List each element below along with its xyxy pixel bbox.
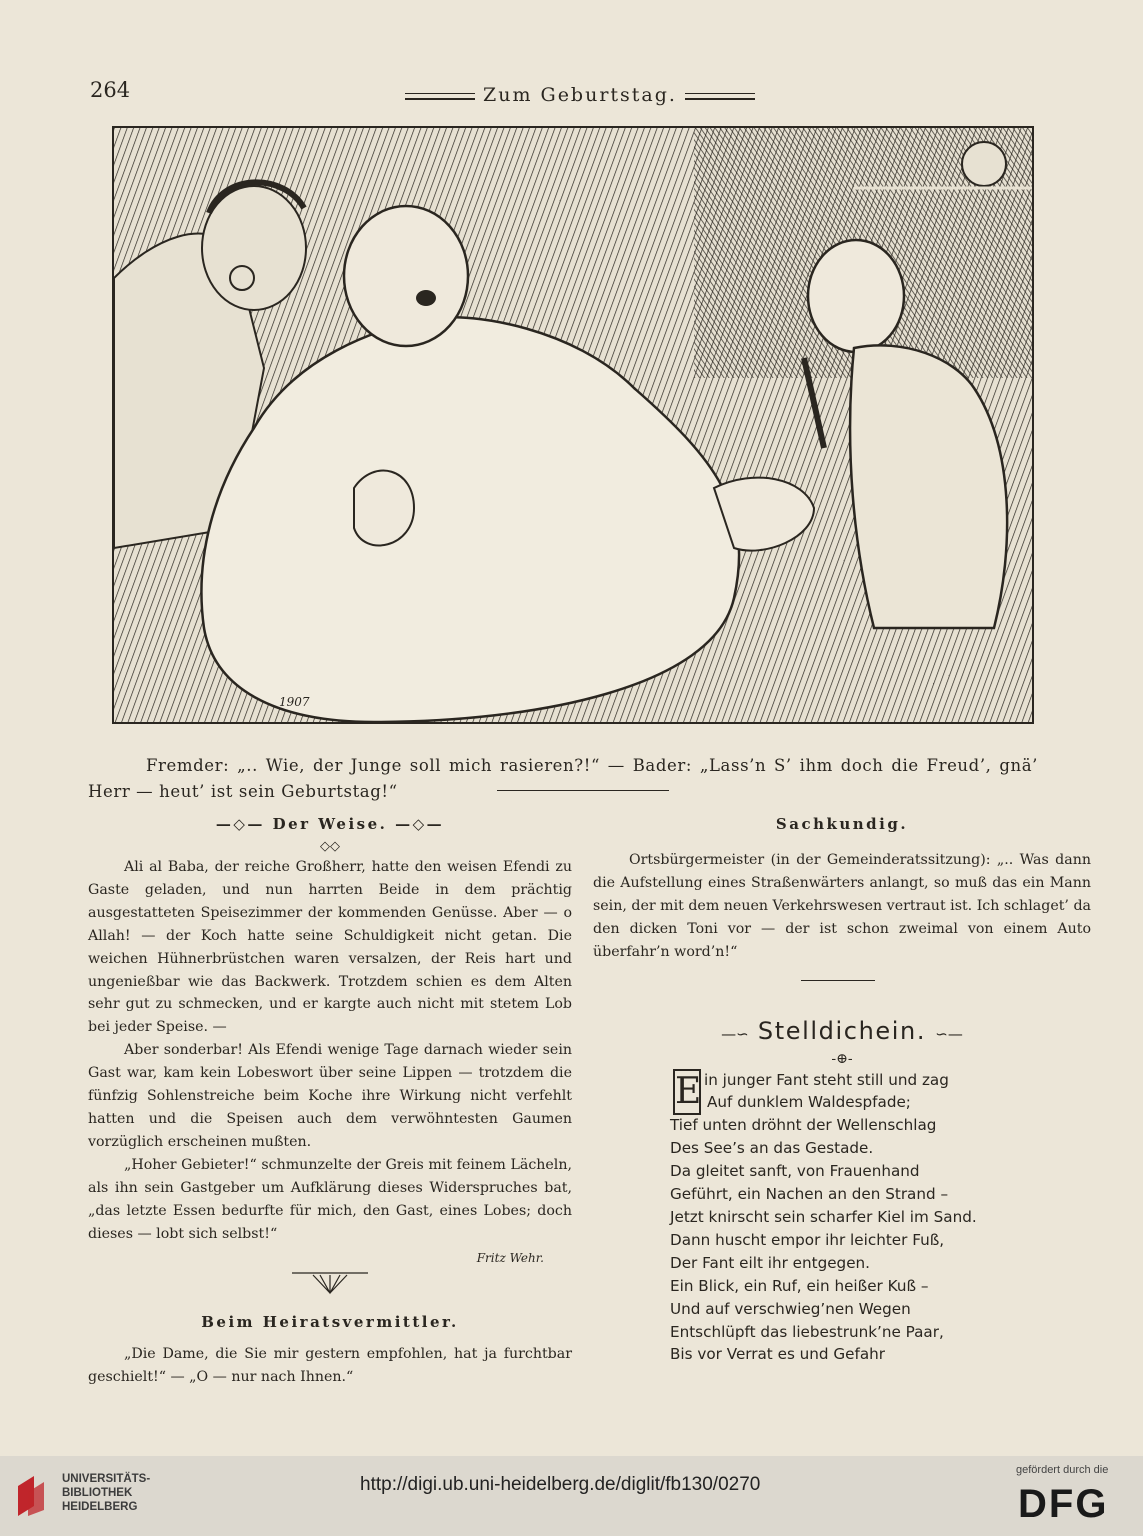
lamp-globe	[962, 142, 1006, 186]
poem-block	[593, 1069, 1091, 1367]
customer-left-hand	[354, 471, 414, 546]
poem-lines	[670, 1069, 1091, 1367]
library-line-2: BIBLIOTHEK	[62, 1487, 133, 1499]
poem-line: Und auf verschwieg’nen Wegen	[670, 1299, 911, 1318]
diamond-ornament-icon: ◇◇	[320, 839, 340, 854]
poem-line: Dann huscht empor ihr leichter Fuß,	[670, 1230, 945, 1249]
poem-line: Des See’s an das Gestade.	[670, 1139, 874, 1158]
poem-line: Jetzt knirscht sein scharfer Kiel im Sand.	[670, 1207, 977, 1226]
dfg-logo: DFG	[1018, 1482, 1109, 1526]
funder-label: gefördert durch die	[1016, 1464, 1109, 1476]
swash-right-icon: ∽—	[935, 1024, 963, 1043]
poem-line: Der Fant eilt ihr entgegen.	[670, 1253, 870, 1272]
barber-boy-head	[808, 240, 904, 352]
poem-line: in junger Fant steht still und zag	[704, 1070, 949, 1089]
page-number: 264	[90, 78, 131, 102]
poem-title-text: Stelldichein.	[757, 1016, 927, 1045]
library-name	[62, 1472, 150, 1514]
running-title	[395, 84, 765, 106]
old-man-head	[202, 186, 306, 310]
open-mouth	[416, 290, 436, 306]
library-line-1: UNIVERSITÄTS-	[62, 1473, 151, 1485]
title-weise-text: Der Weise.	[272, 815, 388, 833]
permalink-url[interactable]: http://digi.ub.uni-heidelberg.de/diglit/fb130/0270	[360, 1474, 761, 1495]
right-column	[593, 815, 1091, 1366]
poem-line: Geführt, ein Nachen an den Strand –	[670, 1185, 949, 1204]
poem-line: Tief unten dröhnt der Wellenschlag	[670, 1116, 937, 1135]
sachkundig-paragraph: Ortsbürgermeister (in der Gemeinderatssitzung): „.. Was dann die Aufstellung eines Straßenwärters anlangt, so muß das ein Mann sein, der mit dem neuen Verkehrswesen vertraut ist. Ich schlaget’ da den dicken Toni vor — der ist schon zweimal von einem Auto überfahr’n word’n!“	[593, 852, 1091, 960]
sunburst-ornament-icon	[88, 1269, 572, 1299]
title-rule-right	[685, 93, 755, 100]
swash-left-icon: —∽	[721, 1024, 749, 1043]
section-title-heiratsvermittler: Beim Heiratsvermittler.	[201, 1313, 459, 1332]
poem-title	[593, 1017, 1091, 1045]
artist-signature: 1907	[279, 695, 310, 709]
author-signature: Fritz Wehr.	[476, 1251, 544, 1266]
section-title-sachkundig: Sachkundig.	[775, 815, 909, 833]
barber-scene-icon	[114, 128, 1032, 722]
section-title-weise	[88, 815, 572, 833]
caption-rule	[497, 790, 669, 791]
engraving-illustration	[112, 126, 1034, 724]
drop-capital: E	[673, 1069, 701, 1115]
university-library-logo-icon	[14, 1472, 54, 1520]
poem-line: Bis vor Verrat es und Gefahr	[670, 1345, 886, 1364]
fat-customer-head	[344, 206, 468, 346]
left-column	[88, 815, 572, 1389]
viewer-footer	[0, 1456, 1143, 1536]
poem-line: Da gleitet sanft, von Frauenhand	[670, 1162, 920, 1181]
title-ornament-right: —◇—	[395, 815, 445, 833]
running-title-text: Zum Geburtstag.	[483, 84, 677, 106]
title-rule-left	[405, 93, 475, 100]
weise-paragraph-2: Aber sonderbar! Als Efendi wenige Tage darnach wieder sein Gast war, kam kein Lobeswort über seine Lippen — trotzdem die fünfzig Sohlenstreiche beim Koche ihre Wirkung nicht verfehlt hatten und die Speisen auch dem verwöhntesten Gaumen vorzüglich erscheinen mußten.	[88, 1042, 572, 1150]
library-line-3: HEIDELBERG	[62, 1501, 138, 1513]
cross-ornament-icon: -⊕-	[831, 1050, 853, 1067]
poem-line: Auf dunklem Waldespfade;	[707, 1093, 911, 1112]
poem-line: Ein Blick, ein Ruf, ein heißer Kuß –	[670, 1276, 929, 1295]
title-ornament-left: —◇—	[215, 815, 265, 833]
illustration-caption: Fremder: „.. Wie, der Junge soll mich rasieren?!“ — Bader: „Lass’n S’ ihm doch die Freud’, gnä’ Herr — heut’ ist sein Geburtstag!“	[88, 755, 1038, 801]
heiratsvermittler-paragraph: „Die Dame, die Sie mir gestern empfohlen, hat ja furchtbar geschielt!“ — „O — nur nach Ihnen.“	[88, 1346, 572, 1386]
weise-paragraph-1: Ali al Baba, der reiche Großherr, hatte den weisen Efendi zu Gaste geladen, und nun harrten Beide in dem prächtig ausgestatteten Speisezimmer der kommenden Genüsse. Aber — o Allah! — der Koch hatte seine Schuldigkeit nicht getan. Die weichen Hühnerbrüstchen waren versalzen, der Reis hart und ungenießbar wie das Backwerk. Trotzdem schien es dem Alten sehr gut zu schmecken, und er kargte auch nicht mit stetem Lob bei jeder Speise. —	[88, 859, 572, 1036]
poem-line: Entschlüpft das liebestrunk’ne Paar,	[670, 1322, 944, 1341]
weise-paragraph-3: „Hoher Gebieter!“ schmunzelte der Greis mit feinem Lächeln, als ihn sein Gastgeber um Aufklärung dieses Widerspruches bat, „das letzte Essen bedurfte für mich, den Gast, eines Lobes; doch dieses — lobt sich selbst!“	[88, 1156, 572, 1242]
sachkundig-rule	[801, 980, 875, 981]
